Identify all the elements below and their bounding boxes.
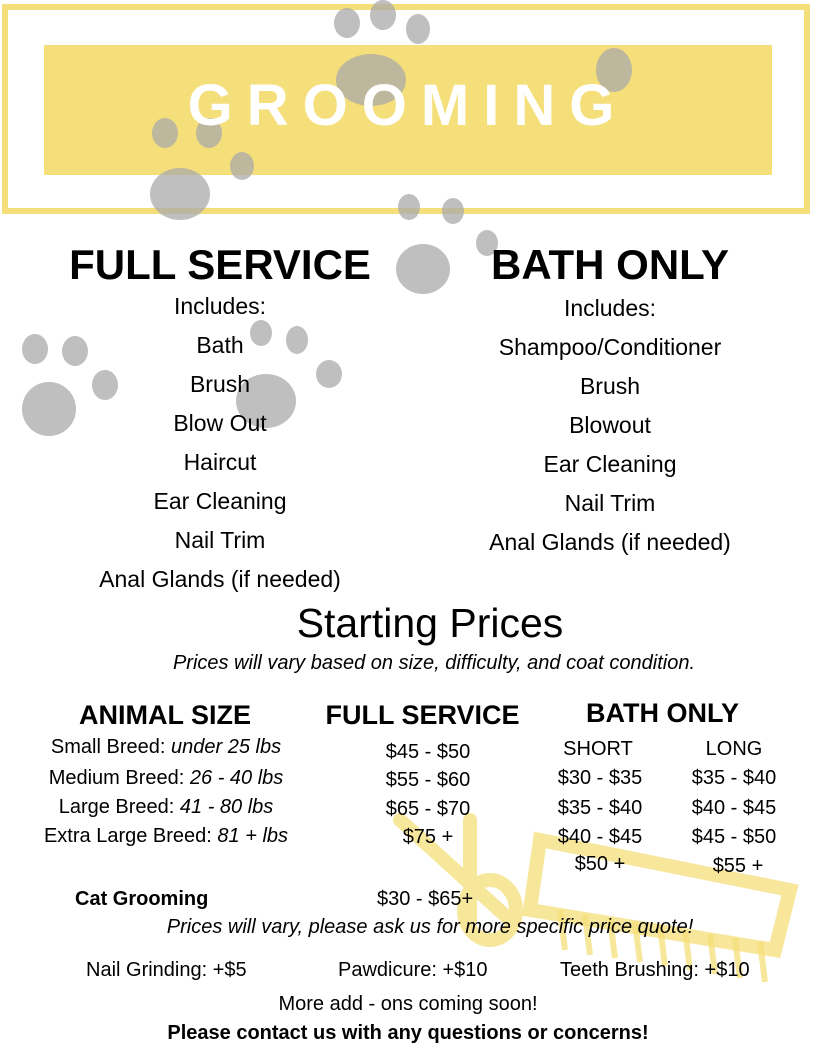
list-item: Shampoo/Conditioner: [498, 334, 722, 360]
list-item: Brush: [189, 371, 251, 397]
coming-soon-text: More add - ons coming soon!: [278, 993, 538, 1015]
prices-title: Starting Prices: [296, 600, 564, 646]
addon-nail-grinding: Nail Grinding: +$5: [86, 959, 247, 981]
contact-text: Please contact us with any questions or concerns!: [167, 1022, 649, 1044]
bath-short-price: $50 +: [574, 853, 626, 875]
bath-short-price: $30 - $35: [557, 767, 643, 789]
bath-short-price: $40 - $45: [557, 826, 643, 848]
prices-note: Prices will vary based on size, difficulty, and coat condition.: [172, 652, 696, 674]
includes-label: Includes:: [173, 293, 267, 319]
list-item: Anal Glands (if needed): [489, 529, 731, 555]
bath-long-price: $35 - $40: [691, 767, 777, 789]
cat-grooming-note: Prices will vary, please ask us for more specific price quote!: [166, 916, 694, 938]
addon-pawdicure: Pawdicure: +$10: [338, 959, 488, 981]
size-row-label: Small Breed: under 25 lbs: [50, 736, 282, 758]
list-item: Anal Glands (if needed): [99, 566, 341, 592]
full-service-price: $65 - $70: [385, 798, 471, 820]
bath-long-price: $45 - $50: [691, 826, 777, 848]
bath-only-heading: BATH ONLY: [490, 241, 729, 288]
full-service-heading: FULL SERVICE: [69, 241, 371, 288]
list-item: Ear Cleaning: [543, 451, 677, 477]
full-service-price: $55 - $60: [385, 769, 471, 791]
list-item: Bath: [196, 332, 244, 358]
bath-long-price: $40 - $45: [691, 797, 777, 819]
size-row-label: Medium Breed: 26 - 40 lbs: [48, 767, 284, 789]
addon-teeth-brushing: Teeth Brushing: +$10: [560, 959, 750, 981]
full-service-list: [0, 287, 440, 599]
list-item: Brush: [579, 373, 641, 399]
cat-grooming-price: $30 - $65+: [377, 888, 474, 910]
long-subheader: LONG: [705, 738, 763, 760]
full-service-price: $75 +: [402, 826, 454, 848]
cat-grooming-label: Cat Grooming: [75, 888, 209, 910]
bath-only-header: BATH ONLY: [585, 698, 739, 728]
full-service-price: $45 - $50: [385, 741, 471, 763]
includes-label: Includes:: [563, 295, 657, 321]
full-service-header: FULL SERVICE: [325, 700, 520, 730]
bath-only-list: [410, 289, 810, 562]
list-item: Nail Trim: [564, 490, 656, 516]
page-title: GROOMING: [187, 73, 629, 138]
short-subheader: SHORT: [563, 738, 633, 760]
bath-long-price: $55 +: [712, 855, 764, 877]
size-row-label: Large Breed: 41 - 80 lbs: [58, 796, 274, 818]
size-row-label: Extra Large Breed: 81 + lbs: [43, 825, 289, 847]
bath-short-price: $35 - $40: [557, 797, 643, 819]
list-item: Ear Cleaning: [153, 488, 287, 514]
list-item: Haircut: [183, 449, 257, 475]
animal-size-header: ANIMAL SIZE: [78, 700, 251, 730]
list-item: Nail Trim: [174, 527, 266, 553]
list-item: Blow Out: [173, 410, 267, 436]
list-item: Blowout: [569, 412, 651, 438]
